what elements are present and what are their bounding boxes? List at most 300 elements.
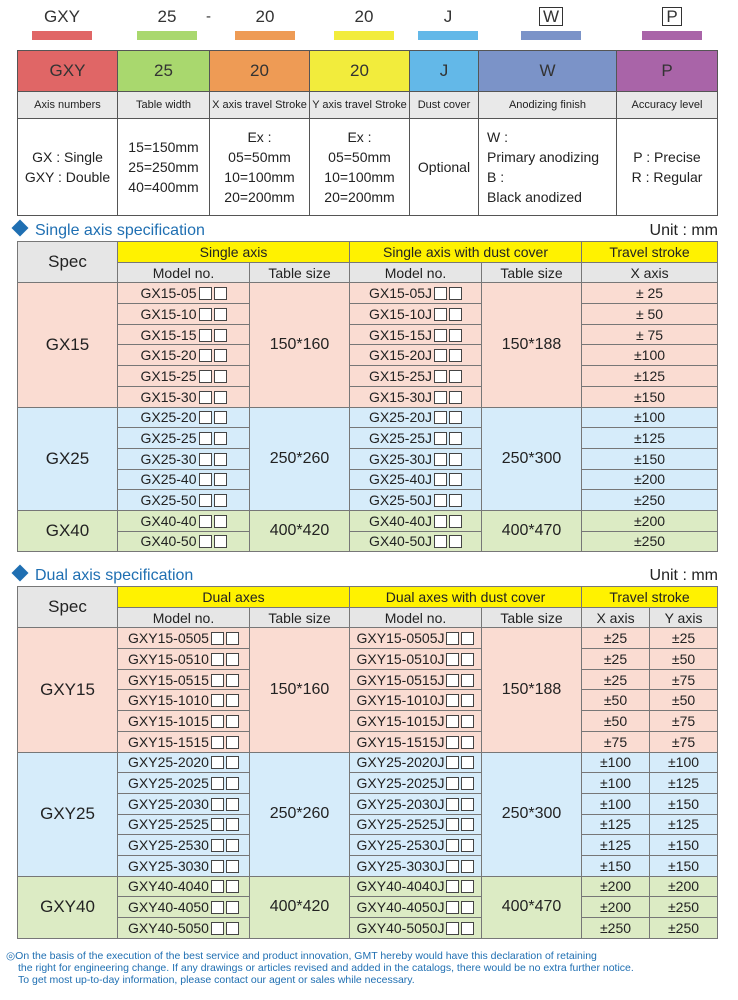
model-cell bbox=[350, 490, 482, 511]
checkbox-icon bbox=[434, 494, 447, 507]
model-cell bbox=[118, 669, 250, 690]
checkbox-icon bbox=[434, 308, 447, 321]
code-part-value: 20 bbox=[354, 7, 374, 26]
checkbox-icon bbox=[434, 287, 447, 300]
sub-header: X axis bbox=[582, 607, 650, 628]
single-axis-table bbox=[17, 241, 718, 552]
model-cell bbox=[118, 855, 250, 876]
x-stroke: ±250 bbox=[582, 490, 718, 511]
model-cell bbox=[118, 773, 250, 794]
legend-desc-line: Ex : bbox=[247, 129, 272, 145]
model-number: GX40-50 bbox=[140, 533, 197, 550]
checkbox-icon bbox=[226, 798, 239, 811]
checkbox-icon bbox=[226, 653, 239, 666]
model-number: GXY15-1515 bbox=[128, 733, 209, 750]
sub-header: Model no. bbox=[350, 607, 482, 628]
checkbox-icon bbox=[434, 370, 447, 383]
diamond-icon bbox=[12, 220, 29, 237]
group-name: GX25 bbox=[18, 407, 118, 510]
checkbox-icon bbox=[199, 308, 212, 321]
model-number: GX25-30J bbox=[368, 450, 433, 467]
checkbox-icon bbox=[214, 535, 227, 548]
checkbox-icon bbox=[226, 736, 239, 749]
footnote-line: the right for engineering change. If any drawings or articles revised and added in the catalogs, there would be no extra further notice. bbox=[18, 962, 634, 974]
sub-header: Table size bbox=[250, 262, 350, 283]
legend-desc-line: Black anodized bbox=[487, 189, 582, 205]
model-number: GX25-50 bbox=[140, 492, 197, 509]
x-stroke: ±25 bbox=[582, 628, 650, 649]
checkbox-icon bbox=[446, 839, 459, 852]
checkbox-icon bbox=[461, 901, 474, 914]
legend-header-cell: 25 bbox=[118, 51, 210, 92]
group-name: GXY25 bbox=[18, 752, 118, 876]
model-cell bbox=[350, 628, 482, 649]
code-part bbox=[27, 6, 97, 40]
legend-label-cell: Dust cover bbox=[410, 92, 479, 119]
model-number: GX25-25J bbox=[368, 430, 433, 447]
table-row bbox=[18, 428, 718, 449]
checkbox-icon bbox=[449, 349, 462, 362]
model-cell bbox=[118, 469, 250, 490]
x-stroke: ±125 bbox=[582, 366, 718, 387]
code-part bbox=[413, 6, 483, 40]
code-part-text bbox=[329, 6, 399, 28]
model-cell bbox=[350, 835, 482, 856]
x-stroke: ±150 bbox=[582, 855, 650, 876]
checkbox-icon bbox=[461, 922, 474, 935]
header-row bbox=[18, 587, 718, 608]
table-size: 150*160 bbox=[250, 628, 350, 752]
model-number: GXY25-2525J bbox=[356, 816, 445, 833]
model-number: GXY15-1015J bbox=[356, 712, 445, 729]
y-stroke: ±200 bbox=[650, 876, 718, 897]
checkbox-icon bbox=[214, 453, 227, 466]
x-stroke: ±250 bbox=[582, 918, 650, 939]
model-number: GX15-20 bbox=[140, 347, 197, 364]
legend-desc-line: 40=400mm bbox=[128, 179, 199, 195]
x-stroke: ±200 bbox=[582, 469, 718, 490]
single-axis-heading-text: Single axis specification bbox=[35, 222, 205, 239]
model-cell bbox=[118, 407, 250, 428]
legend-desc-line: GX : Single bbox=[32, 149, 103, 165]
model-cell bbox=[350, 814, 482, 835]
dual-unit-label: Unit : mm bbox=[649, 567, 718, 584]
model-cell bbox=[118, 731, 250, 752]
code-part bbox=[329, 6, 399, 40]
model-number: GX40-40J bbox=[368, 512, 433, 529]
checkbox-icon bbox=[446, 860, 459, 873]
model-number: GX15-15J bbox=[368, 326, 433, 343]
table-row bbox=[18, 628, 718, 649]
code-part-value: P bbox=[662, 7, 681, 26]
checkbox-icon bbox=[226, 674, 239, 687]
checkbox-icon bbox=[446, 777, 459, 790]
checkbox-icon bbox=[449, 473, 462, 486]
legend-label-cell: X axis travel Stroke bbox=[210, 92, 310, 119]
single-unit-label: Unit : mm bbox=[649, 222, 718, 239]
x-stroke: ± 25 bbox=[582, 283, 718, 304]
checkbox-icon bbox=[434, 349, 447, 362]
model-number: GX25-50J bbox=[368, 492, 433, 509]
table-row bbox=[18, 448, 718, 469]
model-cell bbox=[118, 531, 250, 552]
model-cell bbox=[350, 428, 482, 449]
checkbox-icon bbox=[211, 901, 224, 914]
checkbox-icon bbox=[226, 632, 239, 645]
table-size: 250*260 bbox=[250, 407, 350, 510]
sub-header: Table size bbox=[250, 607, 350, 628]
checkbox-icon bbox=[214, 515, 227, 528]
checkbox-icon bbox=[461, 632, 474, 645]
model-cell bbox=[118, 711, 250, 732]
x-stroke: ±50 bbox=[582, 690, 650, 711]
model-cell bbox=[350, 773, 482, 794]
checkbox-icon bbox=[449, 411, 462, 424]
table-row bbox=[18, 690, 718, 711]
checkbox-icon bbox=[211, 860, 224, 873]
checkbox-icon bbox=[214, 411, 227, 424]
y-stroke: ±75 bbox=[650, 731, 718, 752]
checkbox-icon bbox=[461, 694, 474, 707]
table-size: 250*260 bbox=[250, 752, 350, 876]
sub-header: X axis bbox=[582, 262, 718, 283]
model-cell bbox=[118, 752, 250, 773]
model-number: GXY40-4050 bbox=[128, 899, 209, 916]
checkbox-icon bbox=[461, 736, 474, 749]
model-cell bbox=[118, 510, 250, 531]
model-cell bbox=[118, 304, 250, 325]
model-cell bbox=[118, 428, 250, 449]
checkbox-icon bbox=[461, 653, 474, 666]
model-number: GX15-30 bbox=[140, 388, 197, 405]
col-header: Single axis bbox=[118, 242, 350, 263]
checkbox-icon bbox=[211, 694, 224, 707]
table-row bbox=[18, 345, 718, 366]
checkbox-icon bbox=[434, 432, 447, 445]
legend-header-cell: W bbox=[479, 51, 617, 92]
table-row bbox=[18, 669, 718, 690]
model-cell bbox=[118, 918, 250, 939]
model-cell bbox=[350, 531, 482, 552]
checkbox-icon bbox=[214, 391, 227, 404]
model-number: GXY40-5050 bbox=[128, 919, 209, 936]
code-part bbox=[516, 6, 586, 40]
checkbox-icon bbox=[199, 349, 212, 362]
model-number: GX25-20 bbox=[140, 409, 197, 426]
checkbox-icon bbox=[434, 453, 447, 466]
code-part-text bbox=[516, 6, 586, 28]
checkbox-icon bbox=[211, 839, 224, 852]
legend-desc-cell bbox=[18, 119, 118, 216]
table-row bbox=[18, 386, 718, 407]
checkbox-icon bbox=[446, 756, 459, 769]
model-number: GX40-40 bbox=[140, 512, 197, 529]
sub-header: Model no. bbox=[350, 262, 482, 283]
model-cell bbox=[118, 793, 250, 814]
code-part-text bbox=[27, 6, 97, 28]
checkbox-icon bbox=[211, 798, 224, 811]
model-number: GXY15-0515 bbox=[128, 671, 209, 688]
checkbox-icon bbox=[199, 411, 212, 424]
model-cell bbox=[350, 345, 482, 366]
legend-label-cell: Y axis travel Stroke bbox=[310, 92, 410, 119]
model-cell bbox=[350, 752, 482, 773]
model-cell bbox=[350, 855, 482, 876]
legend-desc-line: Ex : bbox=[347, 129, 372, 145]
code-part-color-bar bbox=[521, 31, 581, 40]
col-header: Single axis with dust cover bbox=[350, 242, 582, 263]
model-cell bbox=[350, 711, 482, 732]
y-stroke: ±75 bbox=[650, 669, 718, 690]
x-stroke: ±100 bbox=[582, 793, 650, 814]
x-stroke: ±150 bbox=[582, 386, 718, 407]
model-cell bbox=[118, 366, 250, 387]
table-row bbox=[18, 407, 718, 428]
code-part bbox=[132, 6, 202, 40]
x-stroke: ±75 bbox=[582, 731, 650, 752]
checkbox-icon bbox=[449, 432, 462, 445]
col-header: Travel stroke bbox=[582, 242, 718, 263]
code-part-value: GXY bbox=[44, 7, 80, 26]
checkbox-icon bbox=[211, 632, 224, 645]
checkbox-icon bbox=[226, 880, 239, 893]
model-cell bbox=[118, 690, 250, 711]
spec-header: Spec bbox=[18, 242, 118, 283]
x-stroke: ±250 bbox=[582, 531, 718, 552]
model-cell bbox=[350, 469, 482, 490]
checkbox-icon bbox=[226, 756, 239, 769]
checkbox-icon bbox=[446, 922, 459, 935]
checkbox-icon bbox=[211, 922, 224, 935]
x-stroke: ±200 bbox=[582, 876, 650, 897]
model-number: GX25-20J bbox=[368, 409, 433, 426]
model-cell bbox=[350, 793, 482, 814]
model-number: GXY25-2030J bbox=[356, 795, 445, 812]
x-stroke: ±100 bbox=[582, 407, 718, 428]
ordering-code-example bbox=[0, 6, 738, 46]
checkbox-icon bbox=[214, 308, 227, 321]
y-stroke: ±100 bbox=[650, 752, 718, 773]
code-dash: - bbox=[206, 8, 211, 25]
dual-axis-table bbox=[17, 586, 718, 939]
checkbox-icon bbox=[214, 287, 227, 300]
y-stroke: ±150 bbox=[650, 835, 718, 856]
checkbox-icon bbox=[446, 715, 459, 728]
legend-desc-cell bbox=[617, 119, 718, 216]
model-number: GX15-20J bbox=[368, 347, 433, 364]
legend-desc-line: P : Precise bbox=[633, 149, 701, 165]
model-number: GXY15-0505 bbox=[128, 630, 209, 647]
checkbox-icon bbox=[446, 632, 459, 645]
y-stroke: ±150 bbox=[650, 855, 718, 876]
x-stroke: ±25 bbox=[582, 649, 650, 670]
col-header: Dual axes with dust cover bbox=[350, 587, 582, 608]
legend-label-cell: Axis numbers bbox=[18, 92, 118, 119]
model-number: GXY40-4050J bbox=[356, 899, 445, 916]
x-stroke: ±150 bbox=[582, 448, 718, 469]
x-stroke: ± 75 bbox=[582, 324, 718, 345]
legend-desc-line: 20=200mm bbox=[224, 189, 295, 205]
checkbox-icon bbox=[199, 432, 212, 445]
model-number: GX15-10 bbox=[140, 305, 197, 322]
model-cell bbox=[118, 835, 250, 856]
x-stroke: ±125 bbox=[582, 835, 650, 856]
legend-desc-cell bbox=[310, 119, 410, 216]
x-stroke: ±125 bbox=[582, 428, 718, 449]
col-header: Travel stroke bbox=[582, 587, 718, 608]
checkbox-icon bbox=[199, 391, 212, 404]
checkbox-icon bbox=[446, 880, 459, 893]
legend-desc-line: 20=200mm bbox=[324, 189, 395, 205]
single-axis-heading bbox=[14, 222, 205, 240]
checkbox-icon bbox=[226, 860, 239, 873]
model-cell bbox=[350, 669, 482, 690]
model-number: GX15-15 bbox=[140, 326, 197, 343]
checkbox-icon bbox=[449, 535, 462, 548]
checkbox-icon bbox=[226, 715, 239, 728]
legend-desc-line: W : bbox=[487, 129, 508, 145]
checkbox-icon bbox=[449, 453, 462, 466]
legend-desc-line: 10=100mm bbox=[324, 169, 395, 185]
checkbox-icon bbox=[214, 494, 227, 507]
model-cell bbox=[350, 731, 482, 752]
table-row bbox=[18, 876, 718, 897]
group-name: GX40 bbox=[18, 510, 118, 551]
legend-desc-cell bbox=[410, 119, 479, 216]
table-row bbox=[18, 793, 718, 814]
y-stroke: ±25 bbox=[650, 628, 718, 649]
checkbox-icon bbox=[211, 880, 224, 893]
x-stroke: ±200 bbox=[582, 510, 718, 531]
checkbox-icon bbox=[199, 494, 212, 507]
model-number: GXY15-1010 bbox=[128, 692, 209, 709]
code-part-text bbox=[132, 6, 202, 28]
table-row bbox=[18, 490, 718, 511]
y-stroke: ±250 bbox=[650, 897, 718, 918]
spec-header: Spec bbox=[18, 587, 118, 628]
model-cell bbox=[118, 490, 250, 511]
legend-desc-line: Optional bbox=[417, 159, 471, 175]
checkbox-icon bbox=[214, 370, 227, 383]
model-number: GX15-05 bbox=[140, 285, 197, 302]
model-number: GXY15-1015 bbox=[128, 712, 209, 729]
legend-desc-cell bbox=[118, 119, 210, 216]
table-size: 400*420 bbox=[250, 876, 350, 938]
footnote-line: To get most up-to-day information, please contact our agent or sales while necessary. bbox=[18, 974, 415, 986]
table-row bbox=[18, 711, 718, 732]
checkbox-icon bbox=[446, 901, 459, 914]
table-size: 150*160 bbox=[250, 283, 350, 407]
legend-desc-line: 10=100mm bbox=[224, 169, 295, 185]
model-number: GX40-50J bbox=[368, 533, 433, 550]
group-name: GXY40 bbox=[18, 876, 118, 938]
code-part-value: J bbox=[443, 7, 453, 26]
dual-axis-heading-text: Dual axis specification bbox=[35, 567, 194, 584]
checkbox-icon bbox=[199, 473, 212, 486]
y-stroke: ±50 bbox=[650, 690, 718, 711]
sub-header: Model no. bbox=[118, 607, 250, 628]
model-number: GXY25-2030 bbox=[128, 795, 209, 812]
model-cell bbox=[350, 649, 482, 670]
table-row bbox=[18, 918, 718, 939]
legend-label-cell: Anodizing finish bbox=[479, 92, 617, 119]
model-number: GXY25-2530J bbox=[356, 837, 445, 854]
code-part-value: W bbox=[539, 7, 563, 26]
model-number: GX25-40J bbox=[368, 471, 433, 488]
checkbox-icon bbox=[461, 818, 474, 831]
model-number: GX15-25J bbox=[368, 367, 433, 384]
model-cell bbox=[350, 448, 482, 469]
col-header: Dual axes bbox=[118, 587, 350, 608]
checkbox-icon bbox=[446, 798, 459, 811]
model-number: GXY25-2530 bbox=[128, 837, 209, 854]
model-cell bbox=[118, 324, 250, 345]
model-number: GXY25-2525 bbox=[128, 816, 209, 833]
model-number: GXY15-0515J bbox=[356, 671, 445, 688]
checkbox-icon bbox=[226, 818, 239, 831]
checkbox-icon bbox=[461, 798, 474, 811]
legend-label-cell: Accuracy level bbox=[617, 92, 718, 119]
model-number: GXY25-3030 bbox=[128, 857, 209, 874]
legend-header-cell: P bbox=[617, 51, 718, 92]
model-number: GX15-25 bbox=[140, 367, 197, 384]
checkbox-icon bbox=[199, 453, 212, 466]
table-size: 250*300 bbox=[482, 752, 582, 876]
checkbox-icon bbox=[461, 860, 474, 873]
checkbox-icon bbox=[211, 736, 224, 749]
checkbox-icon bbox=[214, 473, 227, 486]
checkbox-icon bbox=[211, 653, 224, 666]
x-stroke: ±50 bbox=[582, 711, 650, 732]
table-row bbox=[18, 649, 718, 670]
checkbox-icon bbox=[226, 694, 239, 707]
code-part bbox=[230, 6, 300, 40]
table-row bbox=[18, 731, 718, 752]
checkbox-icon bbox=[199, 535, 212, 548]
model-number: GXY15-0510 bbox=[128, 650, 209, 667]
legend-header-cell: 20 bbox=[310, 51, 410, 92]
sub-header: Table size bbox=[482, 607, 582, 628]
model-cell bbox=[118, 814, 250, 835]
model-cell bbox=[350, 876, 482, 897]
checkbox-icon bbox=[446, 653, 459, 666]
checkbox-icon bbox=[449, 329, 462, 342]
checkbox-icon bbox=[199, 329, 212, 342]
model-number: GX15-10J bbox=[368, 305, 433, 322]
checkbox-icon bbox=[449, 308, 462, 321]
x-stroke: ±100 bbox=[582, 345, 718, 366]
model-cell bbox=[350, 407, 482, 428]
legend-desc-line: Primary anodizing bbox=[487, 149, 600, 165]
checkbox-icon bbox=[199, 287, 212, 300]
code-part-color-bar bbox=[235, 31, 295, 40]
model-number: GXY15-0505J bbox=[356, 630, 445, 647]
model-cell bbox=[350, 324, 482, 345]
checkbox-icon bbox=[226, 839, 239, 852]
model-cell bbox=[350, 690, 482, 711]
code-part-color-bar bbox=[642, 31, 702, 40]
checkbox-icon bbox=[226, 901, 239, 914]
checkbox-icon bbox=[199, 515, 212, 528]
checkbox-icon bbox=[449, 391, 462, 404]
code-part-text bbox=[230, 6, 300, 28]
legend-desc-line: R : Regular bbox=[631, 169, 703, 185]
legend-desc-line: B : bbox=[487, 169, 505, 185]
model-number: GXY15-1515J bbox=[356, 733, 445, 750]
model-number: GXY25-2020J bbox=[356, 754, 445, 771]
code-part-color-bar bbox=[32, 31, 92, 40]
model-number: GXY25-3030J bbox=[356, 857, 445, 874]
